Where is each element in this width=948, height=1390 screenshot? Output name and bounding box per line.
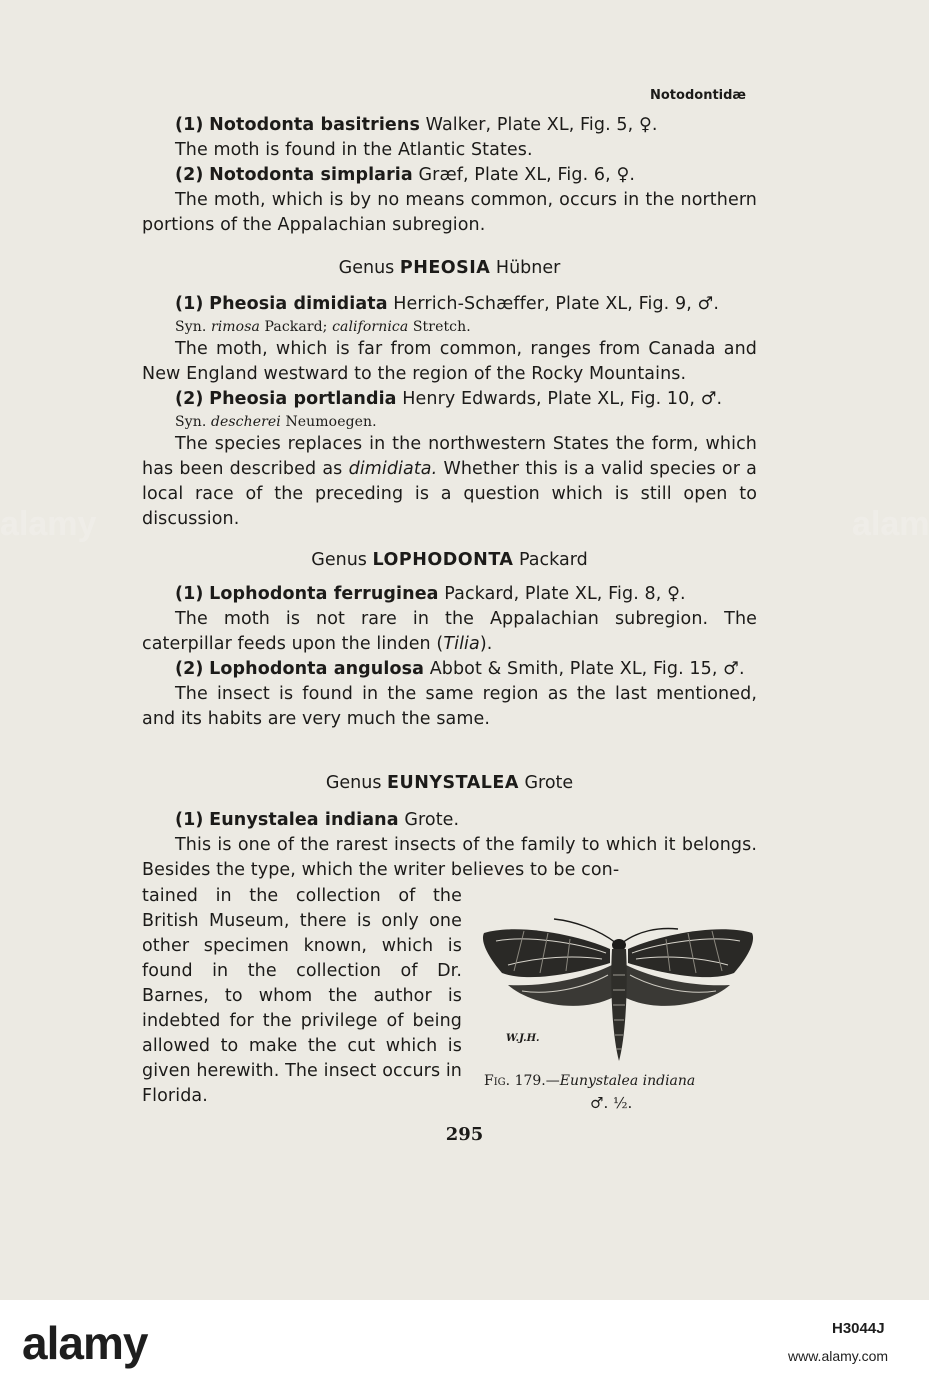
watermark-left: alamy — [0, 505, 97, 543]
paragraph: The moth, which is far from common, ranges from Canada and New England westward to the region of the Rocky Mountains. — [142, 339, 757, 384]
paragraph — [142, 607, 757, 657]
figure-caption — [484, 1071, 764, 1091]
paragraph: The insect is found in the same region as the last mentioned, and its habits are very much the same. — [142, 684, 757, 729]
watermark-right: alamy — [852, 505, 948, 543]
genus-word: Genus — [338, 258, 395, 278]
moth-illustration — [478, 915, 758, 1065]
entry-citation: Abbot & Smith, Plate XL, Fig. 15, ♂. — [429, 659, 745, 679]
genus-name: LOPHODONTA — [372, 550, 514, 570]
entry-number: (2) — [175, 389, 204, 409]
synonymy — [142, 412, 757, 432]
genus-heading-eunystalea — [142, 773, 757, 793]
moth-forewing-right — [628, 929, 753, 977]
genus-author: Packard — [519, 550, 588, 570]
species-name: Notodonta basitriens — [209, 115, 420, 135]
fig-species: Eunystalea indiana — [559, 1073, 696, 1089]
entry-pheosia-portlandia — [142, 387, 757, 412]
paragraph-wrapped: tained in the collection of the British Museum, there is only one other specimen known, which is found in the collection of Dr. Barnes, to whom the author is indebted for the privilege of being allowed to make the cut which is given herewith. The insect occurs in Florida. — [142, 886, 462, 1106]
lophodonta-section — [142, 582, 757, 732]
entry-citation: Grote. — [404, 810, 460, 830]
text-run: The species replaces in the northwestern States the form, which has been described as — [142, 434, 757, 479]
species-name: Lophodonta angulosa — [209, 659, 425, 679]
genus-word: Genus — [325, 773, 382, 793]
footer-url: www.alamy.com — [788, 1348, 889, 1364]
entry-citation: Henry Edwards, Plate XL, Fig. 10, ♂. — [402, 389, 723, 409]
entry-number: (1) — [175, 294, 204, 314]
paragraph: The moth is found in the Atlantic States. — [175, 140, 533, 160]
image-id: H3044J — [832, 1320, 885, 1337]
entry-citation: Herrich-Schæffer, Plate XL, Fig. 9, ♂. — [393, 294, 720, 314]
italic-term: Tilia — [443, 634, 480, 654]
entry-lophodonta-ferruginea — [142, 582, 757, 607]
synonym-name: rimosa — [210, 319, 260, 335]
syn-prefix: Syn. — [175, 414, 207, 430]
fig-number: 179. — [514, 1073, 546, 1089]
eunystalea-section — [142, 808, 757, 883]
genus-author: Grote — [524, 773, 574, 793]
synonymy — [142, 317, 757, 337]
engraver-initials: W.J.H. — [506, 1033, 540, 1044]
genus-name: EUNYSTALEA — [387, 773, 519, 793]
entry-number: (2) — [175, 165, 204, 185]
figure-sex-scale: ♂. ½. — [590, 1094, 633, 1112]
syn-prefix: Syn. — [175, 319, 207, 335]
text-run: ). — [479, 634, 493, 654]
species-name: Notodonta simplaria — [209, 165, 413, 185]
synonym-name: descherei — [210, 414, 281, 430]
running-head: Notodontidæ — [650, 88, 747, 103]
entry-number: (1) — [175, 810, 204, 830]
italic-term: dimidiata. — [348, 459, 438, 479]
entry-citation: Walker, Plate XL, Fig. 5, ♀. — [425, 115, 658, 135]
species-name: Pheosia dimidiata — [209, 294, 388, 314]
moth-body — [611, 939, 626, 1061]
synonym-author: Neumoegen. — [285, 414, 377, 430]
entry-lophodonta-angulosa — [142, 657, 757, 682]
paragraph — [142, 432, 757, 532]
genus-name: PHEOSIA — [399, 258, 491, 278]
alamy-logo: alamy — [22, 1317, 148, 1369]
entry-number: (2) — [175, 659, 204, 679]
species-name: Pheosia portlandia — [209, 389, 397, 409]
entry-citation: Græf, Plate XL, Fig. 6, ♀. — [418, 165, 636, 185]
genus-heading-pheosia — [142, 258, 757, 278]
synonym-name: californica — [332, 319, 409, 335]
stock-footer — [0, 1300, 929, 1390]
entry-number: (1) — [175, 115, 204, 135]
genus-heading-lophodonta — [142, 550, 757, 570]
species-name: Lophodonta ferruginea — [209, 584, 439, 604]
entry-number: (1) — [175, 584, 204, 604]
entry-notodonta-basitriens — [142, 113, 757, 138]
moth-forewing-left — [483, 929, 610, 977]
entry-notodonta-simplaria — [142, 163, 757, 188]
paragraph: This is one of the rarest insects of the family to which it belongs. Besides the type, which the writer believes to be con- — [142, 835, 757, 880]
page-number: 295 — [445, 1124, 484, 1145]
pheosia-section — [142, 292, 757, 532]
genus-author: Hübner — [495, 258, 561, 278]
entry-eunystalea-indiana — [142, 808, 757, 833]
text-run: Whether this is a valid species or a local race of the preceding is a question which is still open to discussion. — [142, 459, 757, 529]
synonym-author: Stretch. — [412, 319, 471, 335]
paragraph: The moth, which is by no means common, occurs in the northern portions of the Appalachian subregion. — [142, 190, 757, 235]
notodonta-section — [142, 113, 757, 238]
genus-word: Genus — [311, 550, 367, 570]
text-run: The moth is not rare in the Appalachian subregion. The caterpillar feeds upon the linden ( — [142, 609, 757, 654]
species-name: Eunystalea indiana — [209, 810, 399, 830]
synonym-author: Packard; — [264, 319, 328, 335]
fig-label: Fig. — [484, 1073, 511, 1089]
entry-pheosia-dimidiata — [142, 292, 757, 317]
entry-citation: Packard, Plate XL, Fig. 8, ♀. — [444, 584, 686, 604]
fig-dash: — — [545, 1073, 560, 1089]
